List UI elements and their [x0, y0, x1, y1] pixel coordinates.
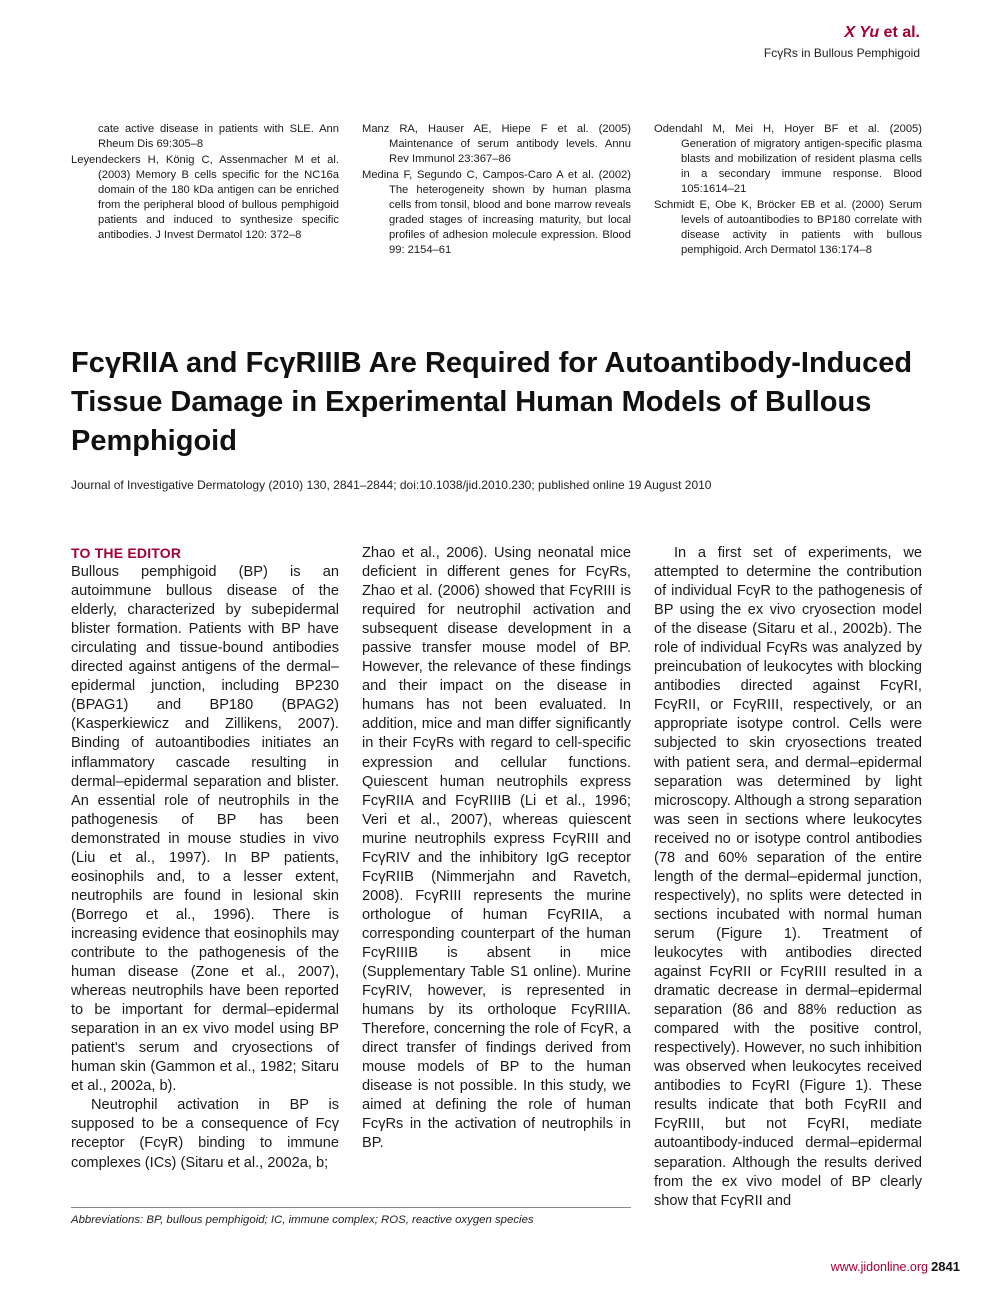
journal-website-link[interactable]: www.jidonline.org	[830, 1260, 928, 1274]
paragraph: Zhao et al., 2006). Using neonatal mice deficient in different genes for FcγRs, Zhao et al. (2006) showed that FcγRIII is required for neutrophil activation and subsequent disease development in a passive transfer mouse model of BP. However, the relevance of these findings and their impact on the disease in humans has not been evaluated. In addition, mice and man differ significantly in their FcγRs with regard to cell-specific expression and cellular functions. Quiescent human neutrophils express FcγRIIA and FcγRIIIB (Li et al., 1996; Veri et al., 2007), whereas quiescent murine neutrophils express FcγRIII and FcγRIV and the inhibitory IgG receptor FcγRIIB (Nimmerjahn and Ravetch, 2008). FcγRIII represents the murine orthologue of human FcγRIIA, a corresponding counterpart of the human FcγRIIIB is absent in mice (Supplementary Table S1 online). Murine FcγRIV, however, is represented in humans by its ortholoque FcγRIIIA. Therefore, concerning the role of FcγR, a direct transfer of findings derived from mouse models of BP to the human disease is not possible. In this study, we aimed at defining the role of human FcγRs in the activation of neutrophils in BP.	[362, 545, 631, 1152]
references-column-3	[654, 122, 922, 259]
body-column-3	[654, 544, 922, 1211]
article-citation: Journal of Investigative Dermatology (2010) 130, 2841–2844; doi:10.1038/jid.2010.230; published online 19 August 2010	[71, 478, 712, 492]
reference-item: Odendahl M, Mei H, Hoyer BF et al. (2005) Generation of migratory antigen-specific plasma blasts and mobilization of resident plasma cells in a secondary immune response. Blood 105:1614–21	[654, 123, 922, 195]
running-header-authors: X Yu et al.	[844, 24, 920, 41]
reference-item: Manz RA, Hauser AE, Hiepe F et al. (2005) Maintenance of serum antibody levels. Annu Rev Immunol 23:367–86	[362, 123, 631, 165]
reference-item: Medina F, Segundo C, Campos-Caro A et al. (2002) The heterogeneity shown by human plasma cells from tonsil, blood and bone marrow reveals graded stages of increasing maturity, but local profiles of adhesion molecule expression. Blood 99: 2154–61	[362, 169, 631, 256]
body-column-1	[71, 544, 339, 1173]
paragraph: In a first set of experiments, we attempted to determine the contribution of individual FcγR to the pathogenesis of BP using the ex vivo cryosection model of the disease (Sitaru et al., 2002b). The role of individual FcγRs was analyzed by preincubation of leukocytes with blocking antibodies directed against FcγRI, FcγRII, or FcγRIII, respectively, or an appropriate isotype control. Cells were subjected to skin cryosections treated with patient sera, and dermal–epidermal separation was determined by light microscopy. Although a strong separation was seen in sections where leukocytes received no or isotype control antibodies (78 and 60% separation of the entire length of the dermal–epidermal junction, respectively), no splits were detected in sections incubated with normal human serum (Figure 1). Treatment of leukocytes with antibodies directed against FcγRII or FcγRIII resulted in a dramatic decrease in dermal–epidermal separation (86 and 88% reduction as compared with the positive control, respectively). However, no such inhibition was observed when leukocytes received antibodies to FcγRI (Figure 1). These results indicate that both FcγRII and FcγRIII, but not FcγRI, mediate autoantibody-induced dermal–epidermal separation. Although the results derived from the ex vivo model of BP clearly show that FcγRII and	[654, 545, 922, 1209]
body-column-2	[362, 544, 631, 1154]
paragraph: Bullous pemphigoid (BP) is an autoimmune bullous disease of the elderly, characterized by subepidermal blister formation. Patients with BP have circulating and tissue-bound antibodies directed against antigens of the dermal–epidermal junction, including BP230 (BPAG1) and BP180 (BPAG2) (Kasperkiewicz and Zillikens, 2007). Binding of autoantibodies initiates an inflammatory cascade resulting in dermal–epidermal separation and blister. An essential role of neutrophils in the pathogenesis of BP has been demonstrated in mouse studies in vivo (Liu et al., 1997). In BP patients, eosinophils and, to a lesser extent, neutrophils are found in lesional skin (Borrego et al., 1996). There is increasing evidence that eosinophils may contribute to the pathogenesis of the human disease (Zone et al., 2007), whereas neutrophils have been reported to be important for dermal–epidermal separation in an ex vivo model using BP patient's serum and cryosections of human skin (Gammon et al., 1982; Sitaru et al., 2002a, b).	[71, 564, 339, 1095]
references-column-1	[71, 122, 339, 244]
section-heading: TO THE EDITOR	[71, 545, 182, 561]
paragraph: Neutrophil activation in BP is supposed to be a consequence of Fcγ receptor (FcγR) binding to immune complexes (ICs) (Sitaru et al., 2002a, b;	[71, 1097, 339, 1171]
reference-item: Leyendeckers H, König C, Assenmacher M et al. (2003) Memory B cells specific for the NC16a domain of the 180 kDa antigen can be enriched from the peripheral blood of bullous pemphigoid patients and induced to synthesize specific antibodies. J Invest Dermatol 120: 372–8	[71, 154, 339, 241]
reference-item: Schmidt E, Obe K, Bröcker EB et al. (2000) Serum levels of autoantibodies to BP180 correlate with disease activity in patients with bullous pemphigoid. Arch Dermatol 136:174–8	[654, 199, 922, 256]
running-header-title: FcγRs in Bullous Pemphigoid	[763, 46, 920, 60]
page-number: 2841	[931, 1259, 960, 1274]
abbreviations-footnote: Abbreviations: BP, bullous pemphigoid; IC, immune complex; ROS, reactive oxygen species	[71, 1214, 534, 1226]
references-column-2	[362, 122, 631, 259]
article-title: FcγRIIA and FcγRIIIB Are Required for Autoantibody-Induced Tissue Damage in Experimental Human Models of Bullous Pemphigoid	[71, 347, 913, 457]
reference-item: cate active disease in patients with SLE. Ann Rheum Dis 69:305–8	[98, 123, 339, 150]
footnote-divider	[71, 1207, 631, 1208]
